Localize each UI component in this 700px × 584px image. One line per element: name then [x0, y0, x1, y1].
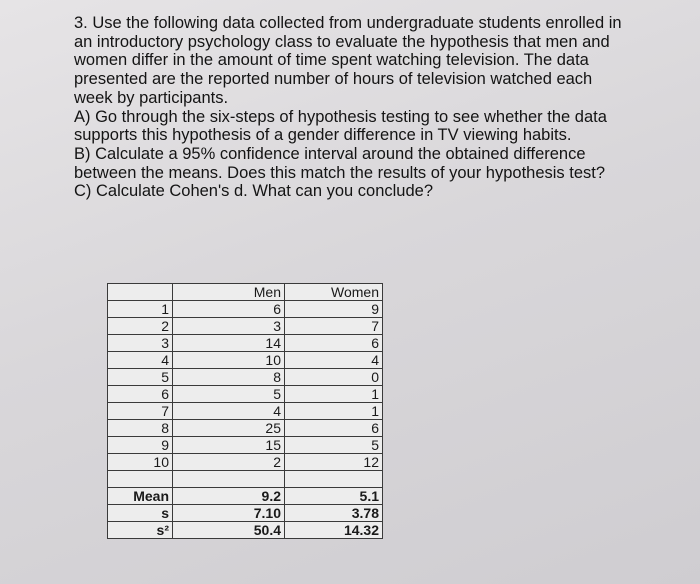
- men-hours: 10: [173, 352, 285, 369]
- row-id: 7: [108, 403, 173, 420]
- men-hours: 3: [173, 318, 285, 335]
- women-hours: 9: [285, 301, 383, 318]
- women-hours: 1: [285, 403, 383, 420]
- table-row: [108, 301, 383, 318]
- stat-row-mean: [108, 488, 383, 505]
- table-row: [108, 420, 383, 437]
- stat-row-variance: [108, 522, 383, 539]
- row-id: 1: [108, 301, 173, 318]
- men-hours: 6: [173, 301, 285, 318]
- header-men: Men: [173, 284, 285, 301]
- row-id: 2: [108, 318, 173, 335]
- question-intro: 3. Use the following data collected from undergraduate students enrolled in an introductory psychology class to evaluate the hypothesis that men and women differ in the amount of time spent watching television. The data presented are the reported number of hours of television watched each week by participants.: [74, 14, 622, 107]
- stat-label: Mean: [108, 488, 173, 505]
- women-hours: 12: [285, 454, 383, 471]
- women-hours: 6: [285, 420, 383, 437]
- stat-row-sd: [108, 505, 383, 522]
- stat-label: s: [108, 505, 173, 522]
- tv-hours-table: [107, 283, 383, 539]
- men-hours: 4: [173, 403, 285, 420]
- table-row: [108, 437, 383, 454]
- question-part-a: A) Go through the six-steps of hypothesis testing to see whether the data supports this hypothesis of a gender difference in TV viewing habits.: [74, 107, 607, 145]
- question-part-b: B) Calculate a 95% confidence interval around the obtained difference between the means. Does this match the results of your hypothesis test?: [74, 144, 606, 182]
- women-hours: 5: [285, 437, 383, 454]
- table-row: [108, 386, 383, 403]
- row-id: 5: [108, 369, 173, 386]
- women-hours: 4: [285, 352, 383, 369]
- header-women: Women: [285, 284, 383, 301]
- men-stat: 9.2: [173, 488, 285, 505]
- men-hours: 14: [173, 335, 285, 352]
- table-row: [108, 352, 383, 369]
- men-hours: 15: [173, 437, 285, 454]
- row-id: 3: [108, 335, 173, 352]
- row-id: 8: [108, 420, 173, 437]
- stat-label: s²: [108, 522, 173, 539]
- row-id: 4: [108, 352, 173, 369]
- women-hours: 6: [285, 335, 383, 352]
- table-row: [108, 335, 383, 352]
- row-id: 9: [108, 437, 173, 454]
- table-row: [108, 403, 383, 420]
- men-hours: 8: [173, 369, 285, 386]
- table-row: [108, 369, 383, 386]
- row-id: 6: [108, 386, 173, 403]
- men-hours: 25: [173, 420, 285, 437]
- men-stat: 50.4: [173, 522, 285, 539]
- women-stat: 5.1: [285, 488, 383, 505]
- table-header-row: [108, 284, 383, 301]
- table-row: [108, 318, 383, 335]
- table-spacer-row: [108, 471, 383, 488]
- header-index: [108, 284, 173, 301]
- men-hours: 2: [173, 454, 285, 471]
- women-stat: 14.32: [285, 522, 383, 539]
- question-part-c: C) Calculate Cohen's d. What can you conclude?: [74, 182, 434, 201]
- table-row: [108, 454, 383, 471]
- row-id: 10: [108, 454, 173, 471]
- women-hours: 1: [285, 386, 383, 403]
- women-hours: 0: [285, 369, 383, 386]
- men-stat: 7.10: [173, 505, 285, 522]
- men-hours: 5: [173, 386, 285, 403]
- question-text: [74, 14, 634, 201]
- women-hours: 7: [285, 318, 383, 335]
- women-stat: 3.78: [285, 505, 383, 522]
